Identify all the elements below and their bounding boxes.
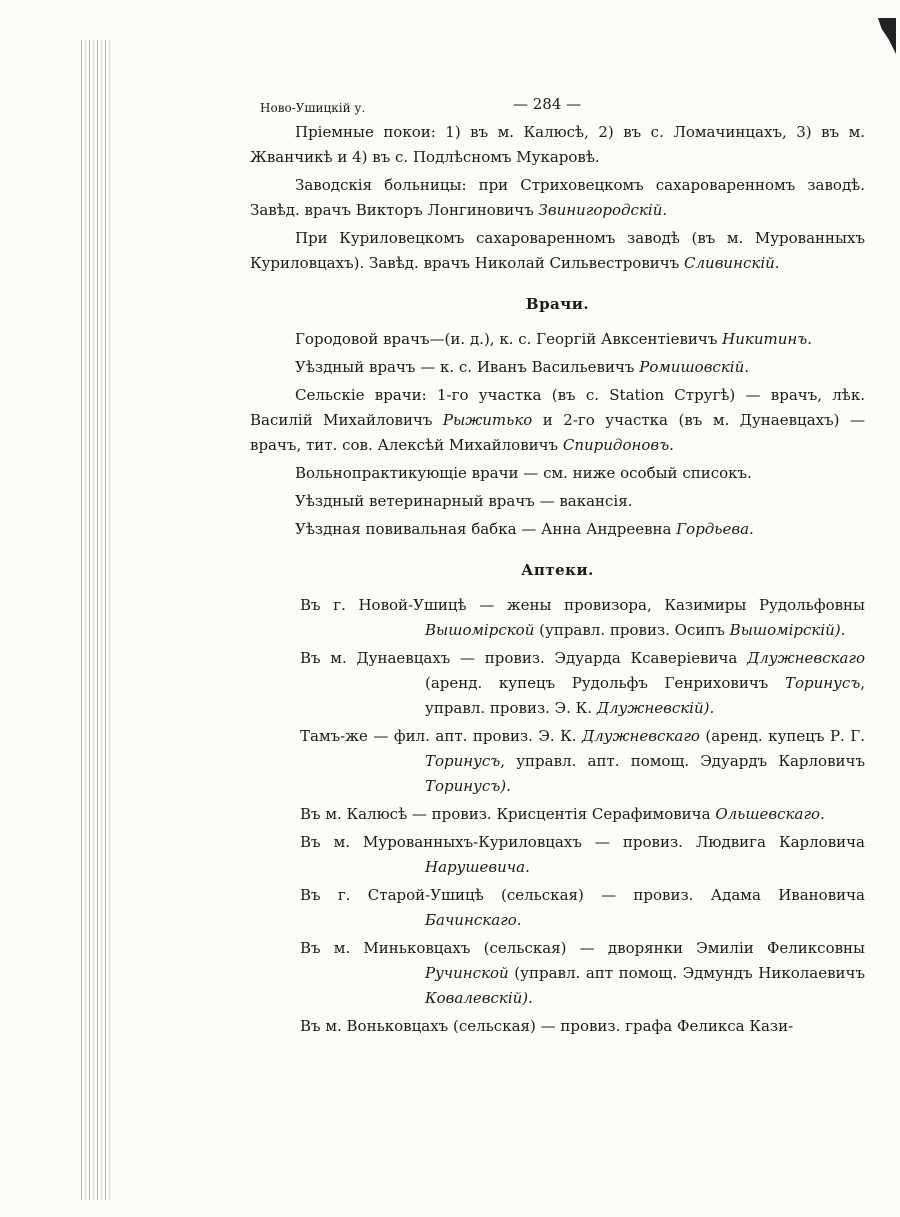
pharmacy-entry: Тамъ-же — фил. апт. провиз. Э. К. Длужневскаго (аренд. купецъ Р. Г. Торинусъ, управл. апт. помощ. Эдуардъ Карловичъ Торинусъ). [300,727,865,795]
pharmacy-entry: Въ м. Воньковцахъ (сельская) — провиз. графа Феликса Кази- [300,1017,794,1035]
page-header [250,92,865,120]
binding-edge [78,40,112,1200]
pharmacy-entry: Въ г. Старой-Ушицѣ (сельская) — провиз. Адама Ивановича Бачинскаго. [300,886,865,929]
doctor-entry: Уѣздный врачъ — к. с. Иванъ Васильевичъ Ромишовскій. [295,358,750,376]
paragraph-kurilovtsy: При Куриловецкомъ сахароваренномъ заводѣ (въ м. Мурованныхъ Куриловцахъ). Завѣд. врачъ Николай Сильвестровичъ Сливинскій. [250,229,865,272]
corner-mark [878,18,896,54]
doctor-entry: Уѣздная повивальная бабка — Анна Андреевна Гордьева. [295,520,754,538]
doctor-entry: Уѣздный ветеринарный врачъ — вакансія. [295,492,633,510]
section-title-pharmacies: Аптеки. [521,561,594,579]
pharmacy-entry: Въ м. Дунаевцахъ — провиз. Эдуарда Ксаверіевича Длужневскаго (аренд. купецъ Рудольфъ Генриховичъ Торинусъ, управл. провиз. Э. К. Длужневскій). [300,649,865,717]
doctor-entry: Вольнопрактикующіе врачи — см. ниже особый списокъ. [295,464,752,482]
pharmacy-entry: Въ м. Калюсѣ — провиз. Крисцентія Серафимовича Ольшевскаго. [300,805,825,823]
page-number: — 284 — [513,95,582,113]
doctor-entry: Сельскіе врачи: 1-го участка (въ с. Station Стругѣ) — врачъ, лѣк. Василій Михайловичъ Рыжитько и 2-го участка (въ м. Дунаевцахъ) — врачъ, тит. сов. Алексѣй Михайловичъ Спиридоновъ. [250,386,865,454]
pharmacy-entry: Въ г. Новой-Ушицѣ — жены провизора, Казимиры Рудольфовны Вышомірской (управл. провиз. Осипъ Вышомірскій). [300,596,865,639]
paragraph-reception: Пріемные покои: 1) въ м. Калюсѣ, 2) въ с. Ломачинцахъ, 3) въ м. Жванчикѣ и 4) въ с. Подлѣсномъ Мукаровѣ. [250,123,865,166]
doctor-entry: Городовой врачъ—(и. д.), к. с. Георгій Авксентіевичъ Никитинъ. [295,330,813,348]
running-title: Ново-Ушицкій у. [260,101,366,115]
pharmacy-entry: Въ м. Мурованныхъ-Куриловцахъ — провиз. Людвига Карловича Нарушевича. [300,833,865,876]
document-page [250,92,865,1042]
pharmacy-entry: Въ м. Миньковцахъ (сельская) — дворянки Эмиліи Феликсовны Ручинской (управл. апт помощ. Эдмундъ Николаевичъ Ковалевскій). [300,939,865,1007]
section-title-doctors: Врачи. [525,295,590,313]
paragraph-factory-hospitals: Заводскія больницы: при Стриховецкомъ сахароваренномъ заводѣ. Завѣд. врачъ Викторъ Лонгиновичъ Звинигородскій. [250,176,865,219]
